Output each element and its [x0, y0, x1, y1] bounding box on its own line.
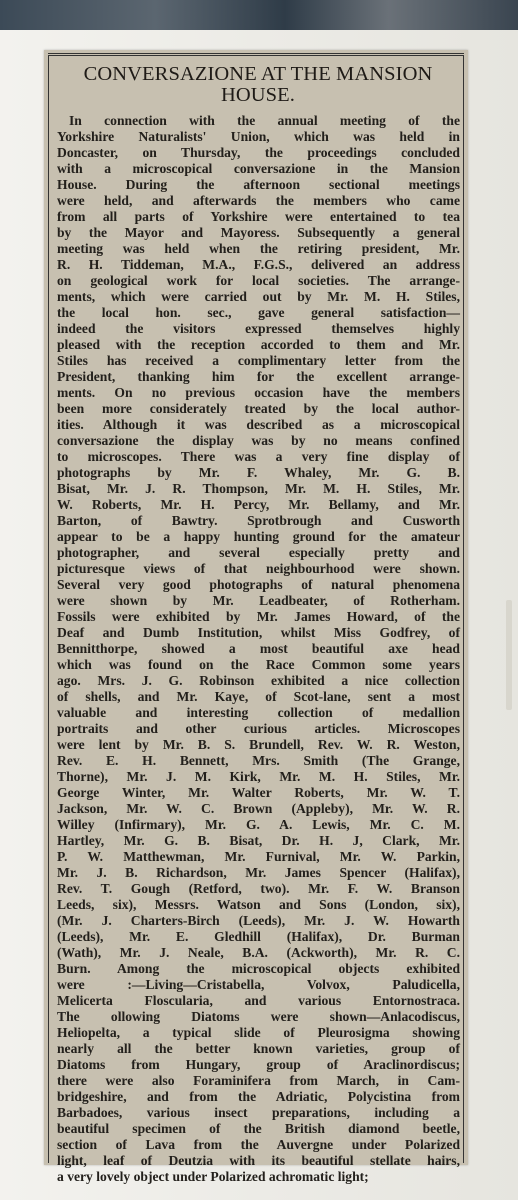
article-line: were lent by Mr. B. S. Brundell, Rev. W. R. Weston,: [57, 737, 460, 752]
article-line: Bisat, Mr. J. R. Thompson, Mr. M. H. Stiles, Mr.: [57, 481, 460, 496]
article-line: W. Roberts, Mr. H. Percy, Mr. Bellamy, and Mr.: [57, 497, 460, 512]
article-line: House. During the afternoon sectional meetings: [57, 177, 460, 192]
article-line: ities. Although it was described as a microscopical: [57, 417, 460, 432]
article-line: Barton, of Bawtry. Sprotbrough and Cusworth: [57, 513, 460, 528]
article-line: indeed the visitors expressed themselves highly: [57, 321, 460, 336]
article-line: by the Mayor and Mayoress. Subsequently a general: [57, 225, 460, 240]
article-line: of shells, and Mr. Kaye, of Scot-lane, sent a most: [57, 689, 460, 704]
background-strip: [0, 0, 518, 30]
article-line: ments. On no previous occasion have the members: [57, 385, 460, 400]
article-line: conversazione the display was by no means confined: [57, 433, 460, 448]
article-line: which was found on the Race Common some years: [57, 657, 460, 672]
article-line: Bennitthorpe, showed a most beautiful axe head: [57, 641, 460, 656]
article-line: valuable and interesting collection of medallion: [57, 705, 460, 720]
article-line: bridgeshire, and from the Adriatic, Polycistina from: [57, 1089, 460, 1104]
article-line: Several very good photographs of natural phenomena: [57, 577, 460, 592]
article-line: were held, and afterwards the members who came: [57, 193, 460, 208]
headline-line: CONVERSAZIONE AT THE MANSION: [83, 63, 433, 85]
article-line: photographs by Mr. F. Whaley, Mr. G. B.: [57, 465, 460, 480]
double-rule-top: [48, 53, 464, 56]
article-line: Rev. T. Gough (Retford, two). Mr. F. W. Branson: [57, 881, 460, 896]
article-line: nearly all the better known varieties, group of: [57, 1041, 460, 1056]
article-line: portraits and other curious articles. Microscopes: [57, 721, 460, 736]
article-line: appear to be a happy hunting ground for the amateur: [57, 529, 460, 544]
article-line: with a microscopical conversazione in the Mansion: [57, 161, 460, 176]
article-body: [57, 113, 460, 1185]
article-line: photographer, and several especially pretty and: [57, 545, 460, 560]
article-line: Thorne), Mr. J. M. Kirk, Mr. M. H. Stiles, Mr.: [57, 769, 460, 784]
article-line: George Winter, Mr. Walter Roberts, Mr. W. T.: [57, 785, 460, 800]
article-line: been more considerately treated by the local author-: [57, 401, 460, 416]
article-line: (Leeds), Mr. E. Gledhill (Halifax), Dr. Burman: [57, 929, 460, 944]
article-line: Rev. E. H. Bennett, Mrs. Smith (The Grange,: [57, 753, 460, 768]
article-line: P. W. Matthewman, Mr. Furnival, Mr. W. Parkin,: [57, 849, 460, 864]
article-line: beautiful specimen of the British diamond beetle,: [57, 1121, 460, 1136]
article-line: from all parts of Yorkshire were entertained to tea: [57, 209, 460, 224]
article-line: Deaf and Dumb Institution, whilst Miss Godfrey, of: [57, 625, 460, 640]
article-line: (Mr. J. Charters-Birch (Leeds), Mr. J. W. Howarth: [57, 913, 460, 928]
article-line: Yorkshire Naturalists' Union, which was held in: [57, 129, 460, 144]
article-line: pleased with the reception accorded to them and Mr.: [57, 337, 460, 352]
article-line: a very lovely object under Polarized achromatic light;: [57, 1169, 369, 1184]
article-line: picturesque views of that neighbourhood were shown.: [57, 561, 460, 576]
article-line: In connection with the annual meeting of the: [69, 113, 460, 128]
article-line: were :—Living—Cristabella, Volvox, Paludicella,: [57, 977, 460, 992]
headline: [56, 64, 460, 106]
article-line: on geological work for local societies. The arrange-: [57, 273, 460, 288]
article-line: ago. Mrs. J. G. Robinson exhibited a nice collection: [57, 673, 460, 688]
article-line: The ollowing Diatoms were shown—Anlacodiscus,: [57, 1009, 460, 1024]
article-line: were shown by Mr. Leadbeater, of Rotherham.: [57, 593, 460, 608]
article-line: R. H. Tiddeman, M.A., F.G.S., delivered an address: [57, 257, 460, 272]
headline-line: HOUSE.: [220, 84, 296, 106]
article-line: section of Lava from the Auvergne under Polarized: [57, 1137, 460, 1152]
article-line: Burn. Among the microscopical objects exhibited: [57, 961, 460, 976]
article-line: Heliopelta, a typical slide of Pleurosigma showing: [57, 1025, 460, 1040]
page-edge-mark: [506, 600, 512, 710]
article-line: Jackson, Mr. W. C. Brown (Appleby), Mr. W. R.: [57, 801, 460, 816]
column-rule-left: [48, 56, 49, 1163]
article-line: to microscopes. There was a very fine display of: [57, 449, 460, 464]
article-line: Fossils were exhibited by Mr. James Howard, of the: [57, 609, 460, 624]
article-line: meeting was held when the retiring president, Mr.: [57, 241, 460, 256]
article-line: Mr. J. B. Richardson, Mr. James Spencer (Halifax),: [57, 865, 460, 880]
article-line: there were also Foraminifera from March, in Cam-: [57, 1073, 460, 1088]
newspaper-clipping: [44, 50, 468, 1184]
column-rule-right: [463, 56, 464, 1163]
article-line: Doncaster, on Thursday, the proceedings concluded: [57, 145, 460, 160]
article-line: light, leaf of Deutzia with its beautiful stellate hairs,: [57, 1153, 460, 1168]
article-line: Willey (Infirmary), Mr. G. A. Lewis, Mr. C. M.: [57, 817, 460, 832]
article-line: Diatoms from Hungary, group of Araclinordiscus;: [57, 1057, 460, 1072]
article-line: Barbadoes, various insect preparations, including a: [57, 1105, 460, 1120]
article-line: Stiles has received a complimentary letter from the: [57, 353, 460, 368]
article-line: Leeds, six), Messrs. Watson and Sons (London, six),: [57, 897, 460, 912]
article-line: Melicerta Floscularia, and various Entornostraca.: [57, 993, 460, 1008]
article-line: Hartley, Mr. G. B. Bisat, Dr. H. J, Clark, Mr.: [57, 833, 460, 848]
article-line: President, thanking him for the excellent arrange-: [57, 369, 460, 384]
article-line: the local hon. sec., gave general satisfaction—: [57, 305, 460, 320]
article-line: (Wath), Mr. J. Neale, B.A. (Ackworth), Mr. R. C.: [57, 945, 460, 960]
article-line: ments, which were carried out by Mr. M. H. Stiles,: [57, 289, 460, 304]
